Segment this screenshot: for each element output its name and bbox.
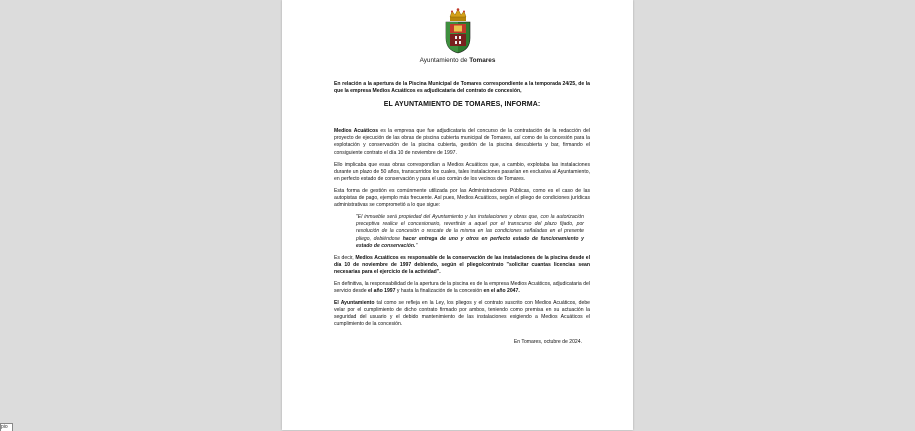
organization-name: Ayuntamiento de Tomares — [419, 57, 496, 64]
logo — [282, 8, 633, 54]
paragraph-3: Esta forma de gestión es comúnmente utilizada por las Administraciones Públicas, como es el caso de las autopistas de pago, ejemplo más frecuente. Así pues, Medios Acuáticos, según el pliego de condiciones jurídicas administrativas se comprometió a lo que sigue: — [334, 187, 590, 209]
quoted-clause: "El inmueble será propiedad del Ayuntamiento y las instalaciones y obras que, con la autorización preceptiva realice el concesionario, revertirán a aquel por el transcurso del plazo fijado, por resolución de la concesión o rescate de la misma en las condiciones señaladas en el presente pliego, debiéndose hacer entrega de uno y otros en perfecto estado de funcionamiento y estado de conservación." — [356, 214, 584, 249]
paragraph-1: Medios Acuáticos es la empresa que fue adjudicataria del concurso de la contratación de la redacción del proyecto de ejecución de las obras de piscina cubierta municipal de Tomares, así como de la concesión para la explotación y conservación de la piscina cubierta, gestión de la piscina descubierta y bar, firmando el consiguiente contrato el día 10 de noviembre de 1997. — [334, 128, 591, 156]
paragraph-5: En definitiva, la responsabilidad de la apertura de la piscina es de la empresa Medios Acuáticos, adjudicataria del servicio desde el año 1997 y hasta la finalización de la concesión en el año 2047. — [334, 280, 590, 295]
corner-tab[interactable]: pio — [0, 423, 13, 431]
closing-date: En Tomares, octubre de 2024. — [513, 338, 582, 345]
document-body — [334, 81, 590, 351]
coat-of-arms-icon — [443, 8, 473, 54]
document-heading: EL AYUNTAMIENTO DE TOMARES, INFORMA: — [383, 101, 541, 109]
document-page — [282, 0, 633, 430]
intro-paragraph: En relación a la apertura de la Piscina Municipal de Tomares correspondiente a la temporada 24/25, de la que la empresa Medios Acuáticos es adjudicataria del contrato de concesión, — [334, 81, 590, 95]
paragraph-2: Ello implicaba que esas obras correspondían a Medios Acuáticos que, a cambio, explotaba las instalaciones durante un plazo de 50 años, transcurridos los cuales, tales instalaciones pasarían en exclusiva al Ayuntamiento, en perfecto estado de conservación y para el uso común de los vecinos de Tomares. — [334, 161, 590, 182]
paragraph-4: Es decir, Medios Acuáticos es responsable de la conservación de las instalaciones de la piscina desde el día 10 de noviembre de 1997 debiendo, según el pliego/contrato "solicitar cuantas licencias sean necesarias para el ejercicio de la actividad". — [334, 254, 590, 275]
paragraph-6: El Ayuntamiento tal como se refleja en la Ley, los pliegos y el contrato suscrito con Medios Acuáticos, debe velar por el cumplimiento de dicho contrato firmado por ambos, teniendo como premisa en su actuación la seguridad del usuario y el debido mantenimiento de las instalaciones exigiendo a Medios Acuáticos el cumplimiento de la concesión. — [334, 300, 590, 328]
